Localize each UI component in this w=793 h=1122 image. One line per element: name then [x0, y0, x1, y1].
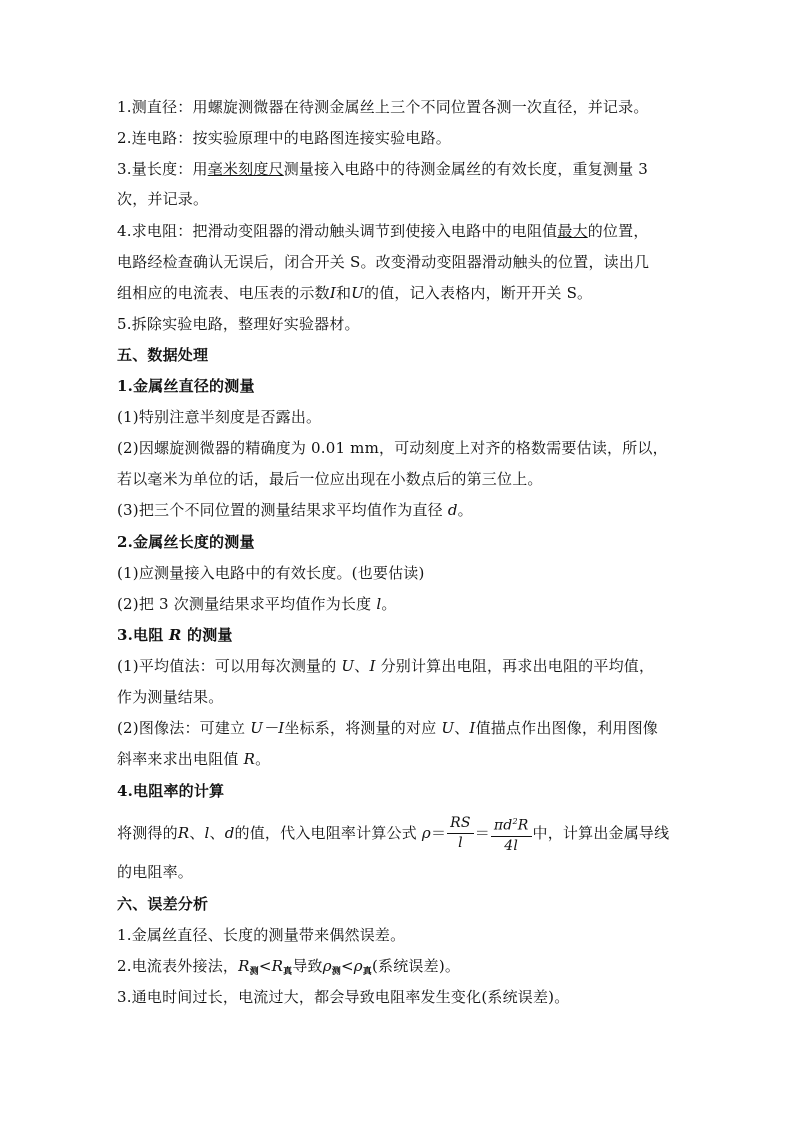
error-point-2-a: 2.电流表外接法， [117, 957, 239, 975]
diameter-point-2-cont [117, 469, 543, 489]
step-1 [117, 97, 649, 117]
subheading-resistance-a: 3.电阻 [117, 626, 164, 644]
step-4-cont-1 [117, 252, 649, 272]
subscript-measured: 测 [249, 967, 259, 977]
resistivity-formula-cont [117, 862, 193, 882]
section-5-title-text: 五、数据处理 [117, 346, 209, 364]
resistance-point-1-c: 作为测量结果。 [117, 688, 224, 706]
resistance-point-2-end: 。 [255, 750, 271, 768]
var-R-heading: R [168, 626, 182, 644]
resistance-point-1-cont [117, 687, 223, 707]
fraction-RS-over-l [447, 814, 474, 853]
diameter-point-3 [117, 500, 473, 520]
var-U-r1: U [341, 657, 355, 675]
formula-text-a: 将测得的 [117, 823, 178, 842]
length-point-2-end: 。 [381, 595, 397, 613]
fraction-numerator: RS [447, 814, 474, 834]
diameter-point-2 [117, 438, 668, 458]
step-4 [117, 221, 649, 241]
var-rho-measured: ρ [322, 957, 332, 975]
separator: 、 [454, 719, 470, 737]
resistance-point-2-a: (2)图像法：可建立 [117, 719, 246, 737]
diameter-point-3-text: (3)把三个不同位置的测量结果求平均值作为直径 [117, 501, 443, 519]
step-1-text: 1.测直径：用螺旋测微器在待测金属丝上三个不同位置各测一次直径，并记录。 [117, 98, 649, 116]
step-4-underlined: 最大 [557, 222, 588, 240]
separator: 、 [209, 823, 225, 842]
step-5 [117, 314, 360, 334]
fraction-denominator-2: 4l [504, 837, 519, 854]
subscript-true: 真 [283, 967, 293, 977]
diameter-point-1-text: (1)特别注意半刻度是否露出。 [117, 408, 322, 426]
var-d-f: d [224, 823, 235, 842]
section-6-title-text: 六、误差分析 [117, 895, 209, 913]
diameter-point-3-end: 。 [457, 501, 473, 519]
error-point-2 [117, 956, 460, 982]
resistance-point-2-b: 坐标系，将测量的对应 [284, 719, 437, 737]
subheading-diameter-text: 1.金属丝直径的测量 [117, 377, 255, 395]
section-5-title [117, 345, 208, 365]
fraction-denominator: l [458, 835, 463, 852]
numerator-R: R [517, 817, 529, 834]
section-6-title [117, 894, 208, 914]
resistance-point-2 [117, 718, 658, 738]
var-U-r2: U [441, 719, 455, 737]
step-3-text-c: 次，并记录。 [117, 190, 209, 208]
resistance-point-2-c: 值描点作出图像，利用图像 [475, 719, 658, 737]
separator: 、 [189, 823, 205, 842]
formula-text-d: 的电阻率。 [117, 863, 194, 881]
var-I-r1: I [369, 657, 376, 675]
subheading-length-text: 2.金属丝长度的测量 [117, 533, 255, 551]
step-5-text: 5.拆除实验电路，整理好实验器材。 [117, 315, 360, 333]
var-rho: ρ [421, 823, 431, 842]
error-point-1-text: 1.金属丝直径、长度的测量带来偶然误差。 [117, 926, 406, 944]
length-point-1 [117, 563, 425, 583]
length-point-1-text: (1)应测量接入电路中的有效长度。(也要估读) [117, 564, 425, 582]
error-point-3-text: 3.通电时间过长，电流过大，都会导致电阻率发生变化(系统误差)。 [117, 988, 570, 1006]
var-R-f: R [177, 823, 190, 842]
var-R-r2: R [243, 750, 256, 768]
resistance-point-1-b: 分别计算出电阻，再求出电阻的平均值， [380, 657, 655, 675]
var-l-f: l [204, 823, 210, 842]
var-l: l [376, 595, 382, 613]
var-rho-true: ρ [353, 957, 363, 975]
step-3-text-b: 测量接入电路中的待测金属丝的有效长度，重复测量 3 [283, 160, 649, 178]
resistance-point-1 [117, 656, 654, 676]
step-4-text-b: 的位置， [587, 222, 649, 240]
var-d: d [447, 501, 458, 519]
step-4-text-d2: 和 [335, 284, 352, 302]
step-4-text-a: 4.求电阻：把滑动变阻器的滑动触头调节到使接入电路中的电阻值 [117, 222, 558, 240]
var-R-measured: R [238, 957, 250, 975]
step-2 [117, 128, 451, 148]
step-3-text-a: 3.量长度：用 [117, 160, 208, 178]
step-4-text-c: 电路经检查确认无误后，闭合开关 S。改变滑动变阻器滑动触头的位置，读出几 [117, 253, 650, 271]
error-point-2-c: (系统误差)。 [371, 957, 461, 975]
subheading-diameter [117, 376, 255, 396]
step-4-text-d3: 的值，记入表格内，断开开关 S。 [364, 284, 593, 302]
less-than-sign: < [258, 957, 272, 975]
diameter-point-2-text-a: (2)因螺旋测微器的精确度为 0.01 mm，可动刻度上对齐的格数需要估读，所以， [117, 439, 668, 457]
subheading-resistance-b: 的测量 [187, 626, 233, 644]
resistance-point-2-d: 斜率来求出电阻值 [117, 750, 239, 768]
var-UI: U－I [250, 719, 285, 737]
length-point-2 [117, 594, 397, 614]
error-point-3 [117, 987, 569, 1007]
less-than-sign: < [340, 957, 354, 975]
error-point-1 [117, 925, 405, 945]
step-4-cont-2 [117, 283, 592, 303]
var-R-true: R [271, 957, 284, 975]
var-I-r2: I [469, 719, 476, 737]
subscript-true: 真 [362, 967, 372, 977]
formula-text-b: 的值，代入电阻率计算公式 [234, 823, 417, 842]
subscript-measured: 测 [331, 967, 341, 977]
var-U: U [351, 284, 364, 302]
step-3-underlined: 毫米刻度尺 [207, 160, 284, 178]
fraction-pid2R-over-4l [491, 812, 532, 856]
diameter-point-2-text-b: 若以毫米为单位的话，最后一位应出现在小数点后的第三位上。 [117, 470, 543, 488]
diameter-point-1 [117, 407, 321, 427]
numerator-pid: πd [493, 817, 513, 834]
step-4-text-d1: 组相应的电流表、电压表的示数 [117, 284, 330, 302]
step-3-cont [117, 189, 208, 209]
subheading-resistivity-text: 4.电阻率的计算 [117, 782, 225, 800]
numerator-exponent: 2 [512, 817, 518, 826]
subheading-resistance [117, 625, 233, 645]
step-2-text: 2.连电路：按实验原理中的电路图连接实验电路。 [117, 129, 451, 147]
error-point-2-b: 导致 [292, 957, 323, 975]
separator: 、 [354, 657, 370, 675]
equals-sign: ＝ [474, 823, 490, 842]
var-I: I [329, 284, 336, 302]
resistance-point-2-cont [117, 749, 270, 769]
resistance-point-1-a: (1)平均值法：可以用每次测量的 [117, 657, 337, 675]
step-3 [117, 159, 648, 179]
formula-text-c: 中，计算出金属导线 [532, 823, 670, 842]
subheading-length [117, 532, 255, 552]
length-point-2-text: (2)把 3 次测量结果求平均值作为长度 [117, 595, 372, 613]
resistivity-formula-line [117, 812, 669, 854]
fraction-numerator-2 [491, 812, 532, 837]
equals-sign: ＝ [430, 823, 447, 842]
subheading-resistivity [117, 781, 224, 801]
